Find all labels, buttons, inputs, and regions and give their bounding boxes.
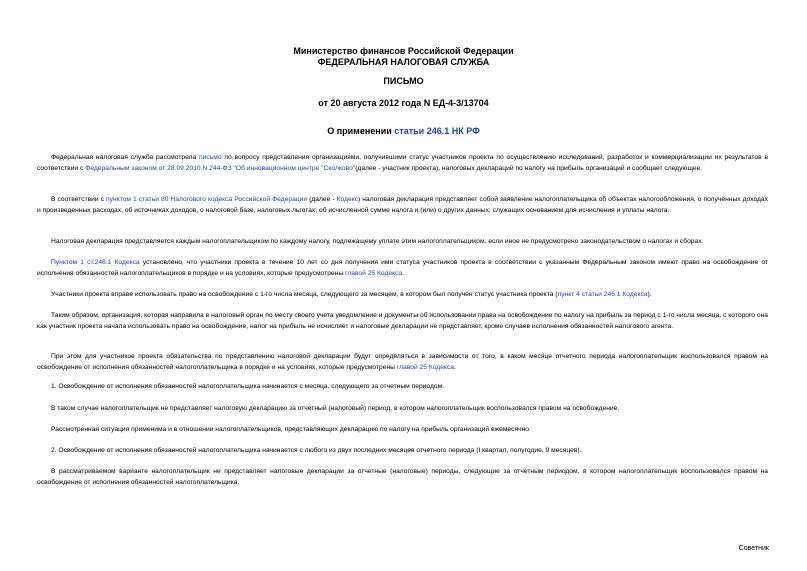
paragraph-6 (37, 311, 768, 332)
paragraph-4 (37, 258, 768, 279)
letter-link[interactable]: письмо (199, 154, 222, 161)
paragraph-9 (37, 404, 768, 415)
paragraph-3 (37, 237, 768, 248)
article-246-1-link[interactable]: Пунктом 1 ст.246.1 Кодекса (51, 259, 140, 266)
p1-text-3: (далее - участник проекта), налоговых деклараций по налогу на прибыль организаций и сообщает следующее. (355, 164, 703, 172)
paragraph-7 (37, 352, 768, 373)
federal-law-link[interactable]: Федеральным законом от 28.09.2010 N 244-ФЗ "Об инновационном центре "Сколково" (85, 164, 356, 172)
paragraph-8 (37, 382, 768, 393)
article-246-1-item-4-link[interactable]: пункт 4 статьи 246.1 Кодекса (557, 291, 648, 298)
p4-text-2: . (402, 269, 405, 277)
service-name: ФЕДЕРАЛЬНАЯ НАЛОГОВАЯ СЛУЖБА (317, 57, 490, 67)
letterhead (0, 46, 807, 68)
p11-text-1: 2. Освобождение от исполнения обязанностей налогоплательщика начинается с любого из двух последних месяцев отчетного периода (I квартал, полугодие, 9 месяцев). (51, 447, 582, 454)
p2-text-3: ) налоговая декларация представляет собой заявление налогоплательщика об объектах налогообложения, о полученных доходах и произведенных расходах, об источниках доходов, о налоговой базе, налоговых льготах, об исчисленной сумме налога и (или) о других данных, служащих основанием для исчисления и уплаты налога. (37, 196, 768, 214)
p5-text-2: ). (647, 291, 652, 298)
p2-text-1: В соответствии с (51, 196, 107, 203)
p1-text-1: Федеральная налоговая служба рассмотрела (51, 154, 200, 161)
doc-date-number (0, 98, 807, 109)
p4-text-1: установлено, что участники проекта в течение 10 лет со дня получения ими статуса участников проекта в соответствии с указанным Федеральным законом имеют право на освобождение от исполнения обязанностей налогоплательщиков в порядке и на условиях, которые предусмотрены (37, 259, 769, 277)
footer-label: Советник (738, 545, 769, 552)
subject-prefix: О применении (327, 126, 395, 136)
paragraph-12 (37, 467, 768, 488)
p7-text-1: При этом для участников проекта обязательства по представлению налоговой декларации будут определяться в зависимости от того, в каком месяце отчетного периода налогоплательщик воспользовался правом на освобождение от исполнения обязанностей налогоплательщика в порядке и на условиях, которые предусмотрены (37, 353, 768, 371)
p6-text-1: Таким образом, организация, которая направила в налоговый орган по месту своего учета уведомление и документы об использовании права на освобождение по налогу на прибыль за период с 1-го числа месяца, с которого она как участник проекта начала использовать право на освобождение, налог на прибыль не исчисляет и налоговые декларации не представляет, кроме случаев исполнения обязанностей налогового агента. (37, 312, 768, 330)
paragraph-5 (37, 290, 768, 301)
paragraph-1 (37, 153, 768, 174)
chapter-25-link[interactable]: главой 25 Кодекса (345, 269, 403, 277)
doc-subject (0, 126, 807, 137)
p2-text-2: (далее - (307, 196, 337, 203)
p9-text-1: В таком случае налогоплательщик не представляет налоговую декларацию за отчетный (налоговый) период, в котором налогоплательщик воспользовался правом на освобождение. (51, 405, 620, 412)
ministry-name: Министерство финансов Российской Федерации (293, 46, 514, 56)
paragraph-11 (37, 446, 768, 457)
code-link[interactable]: Кодекс (336, 196, 359, 203)
subject-article-link[interactable]: статьи 246.1 НК РФ (394, 126, 480, 136)
p10-text-1: Рассмотренная ситуация применима и в отношении налогоплательщиков, представляющих декларацию по налогу на прибыль организаций ежемесячно. (51, 426, 531, 433)
paragraph-2 (37, 195, 768, 216)
p5-text-1: Участники проекта вправе использовать право на освобождение с 1-го числа месяца, следующего за месяцем, в котором был получен статус участника проекта ( (51, 291, 558, 298)
doc-type (0, 76, 807, 87)
doc-date-number-text: от 20 августа 2012 года N ЕД-4-3/13704 (318, 98, 489, 108)
p3-text-1: Налоговая декларация представляется каждым налогоплательщиком по каждому налогу, подлежащему уплате этим налогоплательщиком, если иное не предусмотрено законодательством о налогах и сборах. (51, 238, 704, 245)
p12-text-1: В рассматриваемом варианте налогоплательщик не представляет налоговые декларации за отчетные (налоговые) периоды, следующие за отчетным периодом, в котором налогоплательщик воспользовался правом на освобождение от исполнения обязанностей налогоплательщика. (37, 468, 768, 486)
tax-code-article-80-link[interactable]: пунктом 1 статьи 80 Налогового кодекса Российской Федерации (106, 196, 308, 203)
paragraph-10 (37, 425, 768, 436)
p7-text-2: . (454, 363, 456, 371)
chapter-25-link-2[interactable]: главой 25 Кодекса (396, 363, 454, 371)
p1-text-2: по вопросу представления организациями, получившими статус участников проекта по осуществлению исследований, разработок и коммерциализации их результатов в соответствии с (37, 154, 769, 172)
doc-type-label: ПИСЬМО (383, 76, 424, 86)
p8-text-1: 1. Освобождение от исполнения обязанностей налогоплательщика начинается с месяца, следующего за отчетным периодом. (51, 383, 445, 390)
